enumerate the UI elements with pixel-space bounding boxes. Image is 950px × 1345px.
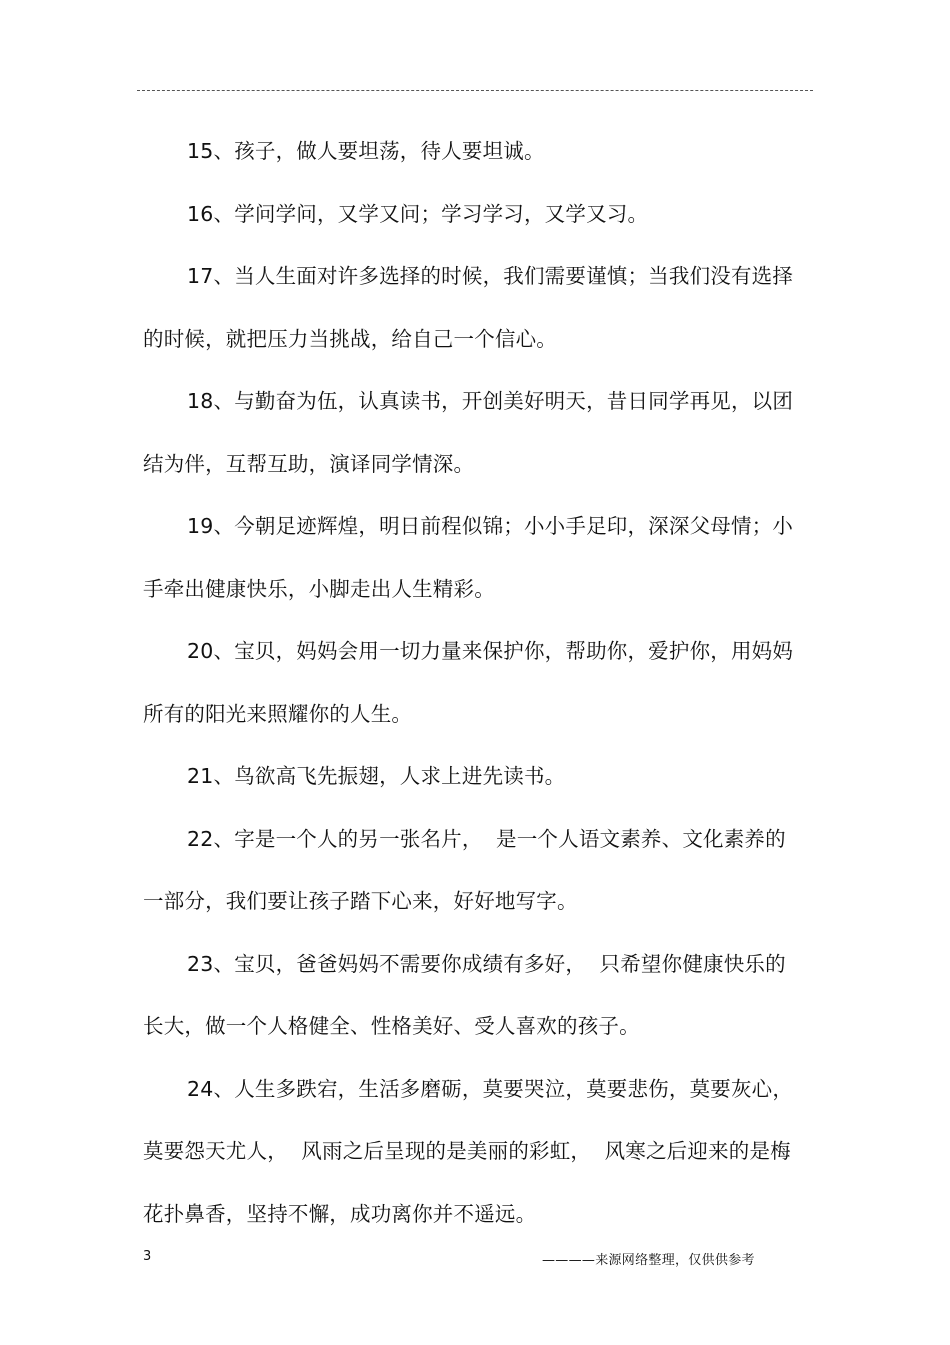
item-text: 鸟欲高飞先振翅，人求上进先读书。	[234, 764, 566, 788]
item-text: 当人生面对许多选择的时候，我们需要谨慎；当我们没有选择的时候，就把压力当挑战，给自己一个信心。	[143, 264, 794, 351]
list-item	[143, 495, 803, 620]
header-rule	[137, 90, 813, 91]
item-text: 字是一个人的另一张名片， 是一个人语文素养、文化素养的一部分，我们要让孩子踏下心来，好好地写字。	[143, 826, 786, 913]
item-number: 19、	[187, 514, 235, 538]
list-item	[143, 183, 803, 246]
item-text: 孩子，做人要坦荡，待人要坦诚。	[234, 139, 545, 163]
list-item	[143, 933, 803, 1058]
item-number: 18、	[187, 389, 235, 413]
list-item	[143, 1058, 803, 1246]
item-number: 15、	[187, 139, 235, 163]
item-text: 宝贝，爸爸妈妈不需要你成绩有多好， 只希望你健康快乐的长大，做一个人格健全、性格美好、受人喜欢的孩子。	[143, 951, 786, 1038]
document-body	[143, 120, 803, 1245]
list-item	[143, 808, 803, 933]
item-text: 人生多跌宕，生活多磨砺，莫要哭泣，莫要悲伤，莫要灰心，莫要怨天尤人， 风雨之后呈现的是美丽的彩虹， 风寒之后迎来的是梅花扑鼻香，坚持不懈，成功离你并不遥远。	[143, 1076, 794, 1226]
footer-note: ————来源网络整理，仅供供参考	[542, 1253, 755, 1268]
item-number: 21、	[187, 764, 235, 788]
list-item	[143, 245, 803, 370]
page-number: 3	[143, 1249, 152, 1264]
item-number: 17、	[187, 264, 235, 288]
item-text: 与勤奋为伍，认真读书，开创美好明天，昔日同学再见，以团结为伴，互帮互助，演译同学情深。	[143, 389, 794, 476]
item-number: 24、	[187, 1076, 235, 1101]
list-item	[143, 745, 803, 808]
list-item	[143, 120, 803, 183]
item-number: 23、	[187, 951, 235, 976]
list-item	[143, 370, 803, 495]
item-number: 20、	[187, 639, 235, 663]
list-item	[143, 620, 803, 745]
item-text: 学问学问，又学又问；学习学习，又学又习。	[234, 201, 649, 226]
item-text: 宝贝，妈妈会用一切力量来保护你，帮助你，爱护你，用妈妈所有的阳光来照耀你的人生。	[143, 639, 794, 726]
item-number: 16、	[187, 201, 235, 226]
item-number: 22、	[187, 826, 235, 851]
item-text: 今朝足迹辉煌，明日前程似锦；小小手足印，深深父母情；小手牵出健康快乐，小脚走出人生精彩。	[143, 514, 794, 601]
